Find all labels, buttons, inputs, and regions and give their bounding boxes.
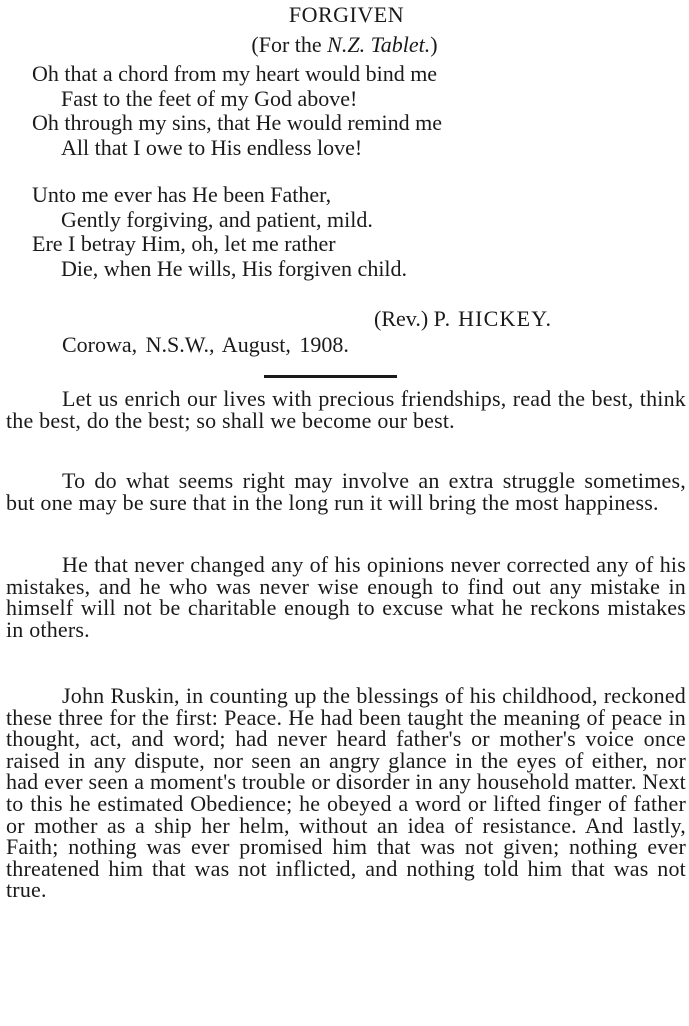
poem-place-date: Corowa, N.S.W., August, 1908. [62,332,349,357]
section-divider [264,375,397,378]
poem-line: Unto me ever has He been Father, [32,182,332,207]
prose-paragraph: To do what seems right may involve an extra struggle sometimes, but one may be sure that in the long run it will bring the most happiness. [6,468,686,515]
subtitle-open: (For the [251,32,328,57]
poem-line: Oh through my sins, that He would remind me [32,110,443,135]
author-name: P. HICKEY. [433,306,553,331]
poem-title: FORGIVEN [288,2,405,27]
prose-paragraph: Let us enrich our lives with precious friendships, read the best, think the best, do the best; so shall we become our best. [6,386,686,433]
subtitle-close: ) [430,32,438,57]
poem-author [374,306,552,332]
prose-paragraph: John Ruskin, in counting up the blessings of his childhood, reckoned these three for the first: Peace. He had been taught the meaning of peace in thought, act, and word; had never heard father's or mother's voice once raised in any dispute, nor seen an angry glance in the eyes of either, nor had ever seen a moment's trouble or disorder in any household matter. Next to this he estimated Obedience; he obeyed a word or lifted finger of father or mother as a ship her helm, without an idea of resistance. And lastly, Faith; nothing was ever promised him that was not given; nothing ever threatened him that was not inflicted, and nothing told him that was not true. [6,683,686,903]
poem-subtitle [0,32,689,58]
poem-line: All that I owe to His endless love! [61,134,363,160]
poem-body [32,62,442,281]
poem-line: Die, when He wills, His forgiven child. [61,255,408,281]
author-prefix: (Rev.) [374,306,429,331]
poem-line: Gently forgiving, and patient, mild. [61,206,373,232]
prose-paragraph: He that never changed any of his opinions never corrected any of his mistakes, and he who was never wise enough to find out any mistake in himself will not be charitable enough to excuse what he reckons mistakes in others. [6,552,686,642]
stanza-break [32,160,442,183]
subtitle-publication: N.Z. Tablet. [327,32,431,57]
poem-line: Fast to the feet of my God above! [61,85,358,111]
poem-line: Oh that a chord from my heart would bind me [32,61,438,86]
poem-line: Ere I betray Him, oh, let me rather [32,231,336,256]
